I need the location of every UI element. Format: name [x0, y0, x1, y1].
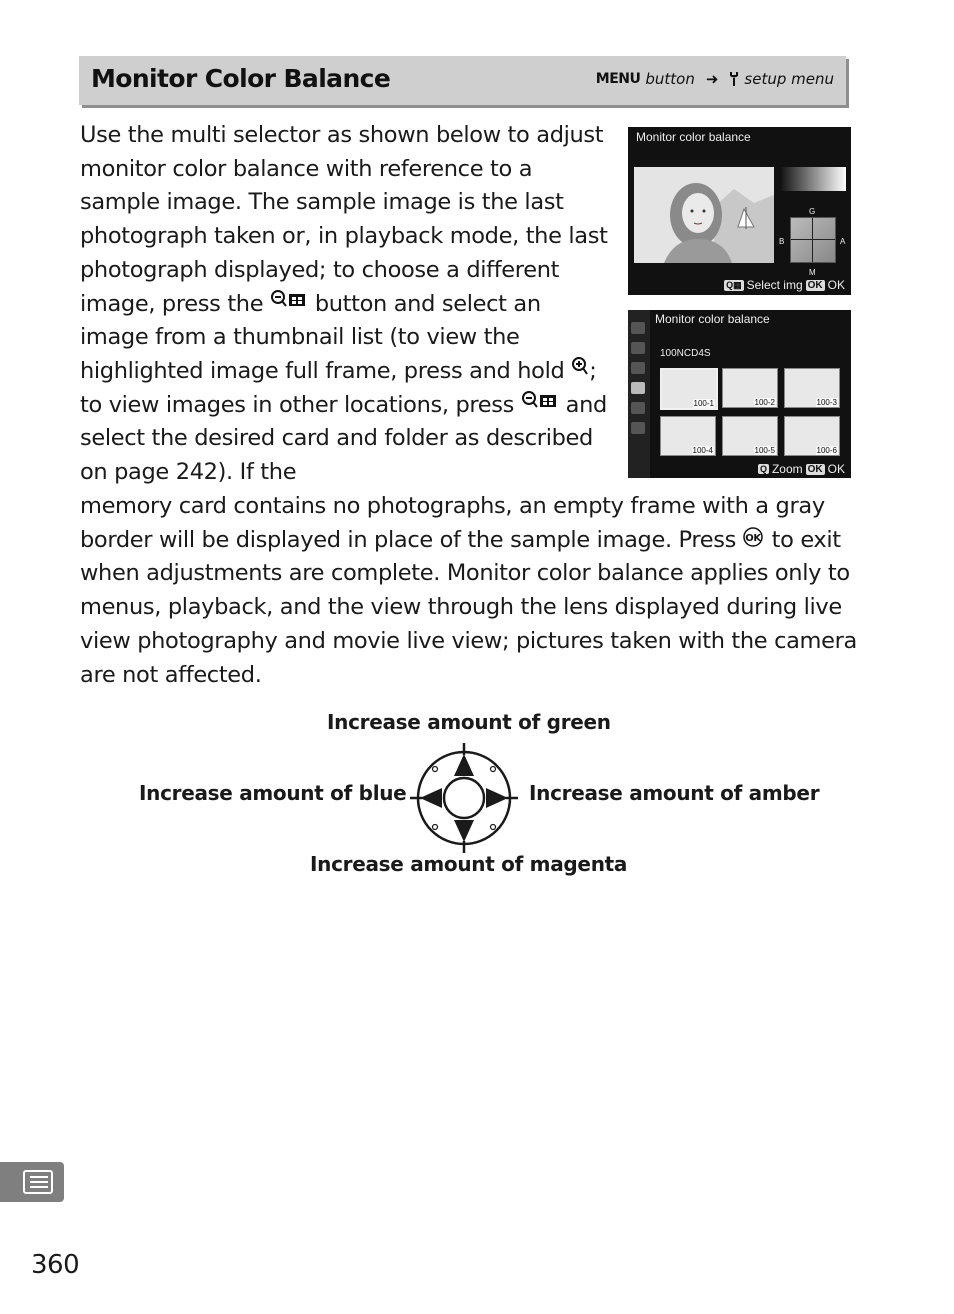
thumbnail-grid: [660, 368, 842, 460]
menu-guide-tab[interactable]: [0, 1162, 64, 1202]
sample-image: [634, 167, 774, 263]
screen-title: Monitor color balance: [636, 130, 751, 144]
thumbnail[interactable]: 100-6: [784, 416, 840, 456]
label-a: A: [840, 237, 846, 246]
page-title: Monitor Color Balance: [91, 64, 391, 93]
label-magenta: Increase amount of magenta: [310, 852, 628, 876]
body-text-2: button and select an image from a thumbnail list (to view the highlighted image full frame, press and hold: [80, 290, 565, 384]
zoom-label: Zoom: [771, 462, 803, 476]
body-text-5: memory card contains no photographs, an empty frame with a gray border will be displayed in place of the sample image. Press: [80, 493, 825, 553]
section-header: [79, 56, 846, 105]
zoom-out-thumbnail-icon: [270, 289, 308, 311]
ok-badge-icon: OK: [807, 463, 823, 475]
camera-icon: [631, 342, 645, 354]
zoom-out-thumbnail-icon: Q▦: [726, 279, 742, 290]
monitor-color-balance-screen: [628, 127, 851, 295]
label-g: G: [809, 207, 816, 216]
wrench-icon: [729, 71, 739, 87]
multi-selector-icon: [410, 743, 518, 853]
ok-button-icon: [743, 527, 765, 547]
body-text-bottom: [80, 490, 870, 692]
thumbnail[interactable]: 100-5: [722, 416, 778, 456]
menu-sidebar: [628, 310, 650, 478]
page-number: 360: [31, 1250, 80, 1280]
playback-icon: [631, 322, 645, 334]
screen-footer: [724, 278, 845, 292]
color-balance-grid: [790, 217, 836, 263]
zoom-in-icon: [571, 356, 589, 378]
label-m: M: [809, 268, 816, 277]
label-green: Increase amount of green: [327, 710, 611, 734]
recent-icon: [631, 422, 645, 434]
ok-label: OK: [827, 278, 845, 292]
zoom-icon: Q: [759, 464, 767, 474]
screen-title: Monitor color balance: [655, 312, 770, 326]
list-menu-icon: [23, 1170, 53, 1194]
folder-name: 100NCD4S: [660, 348, 711, 359]
body-text-1: Use the multi selector as shown below to adjust monitor color balance with reference to a sample image. The sample image is the last photograph taken or, in playback mode, the last photograph displayed; to choose a different image, press the: [80, 122, 608, 317]
grayscale-gradient: [780, 167, 846, 191]
screen-footer: [758, 462, 845, 476]
ok-label: OK: [827, 462, 845, 476]
label-amber: Increase amount of amber: [529, 781, 820, 805]
body-text-6: to exit when adjustments are complete. Monitor color balance applies only to menus, playback, and the view through the lens displayed during live view photography and movie live view; pictures taken with the camera are not affected.: [80, 526, 857, 688]
button-text: button: [645, 70, 695, 88]
thumbnail[interactable]: 100-1: [660, 368, 718, 410]
wrench-icon: [631, 382, 645, 394]
arrow-icon: ➜: [705, 70, 719, 88]
setup-menu-text: setup menu: [744, 70, 834, 88]
thumbnail[interactable]: 100-2: [722, 368, 778, 408]
menu-button-label: MENU: [595, 71, 641, 87]
retouch-icon: [631, 402, 645, 414]
breadcrumb: [596, 70, 834, 88]
body-text-3: ; to view images in other locations, press: [80, 357, 597, 418]
label-blue: Increase amount of blue: [139, 781, 407, 805]
pencil-icon: [631, 362, 645, 374]
thumbnail-select-screen: [628, 310, 851, 478]
thumbnail[interactable]: 100-3: [784, 368, 840, 408]
svg-text:OK: OK: [745, 532, 761, 544]
body-text-4: and select the desired card and folder as described on page 242). If the: [80, 391, 607, 486]
select-img-label: Select img: [746, 278, 803, 292]
ok-badge-icon: OK: [807, 279, 823, 291]
thumbnail[interactable]: 100-4: [660, 416, 716, 456]
label-b: B: [779, 237, 785, 246]
zoom-out-thumbnail-icon: [521, 390, 559, 412]
body-text-top: [80, 119, 610, 490]
